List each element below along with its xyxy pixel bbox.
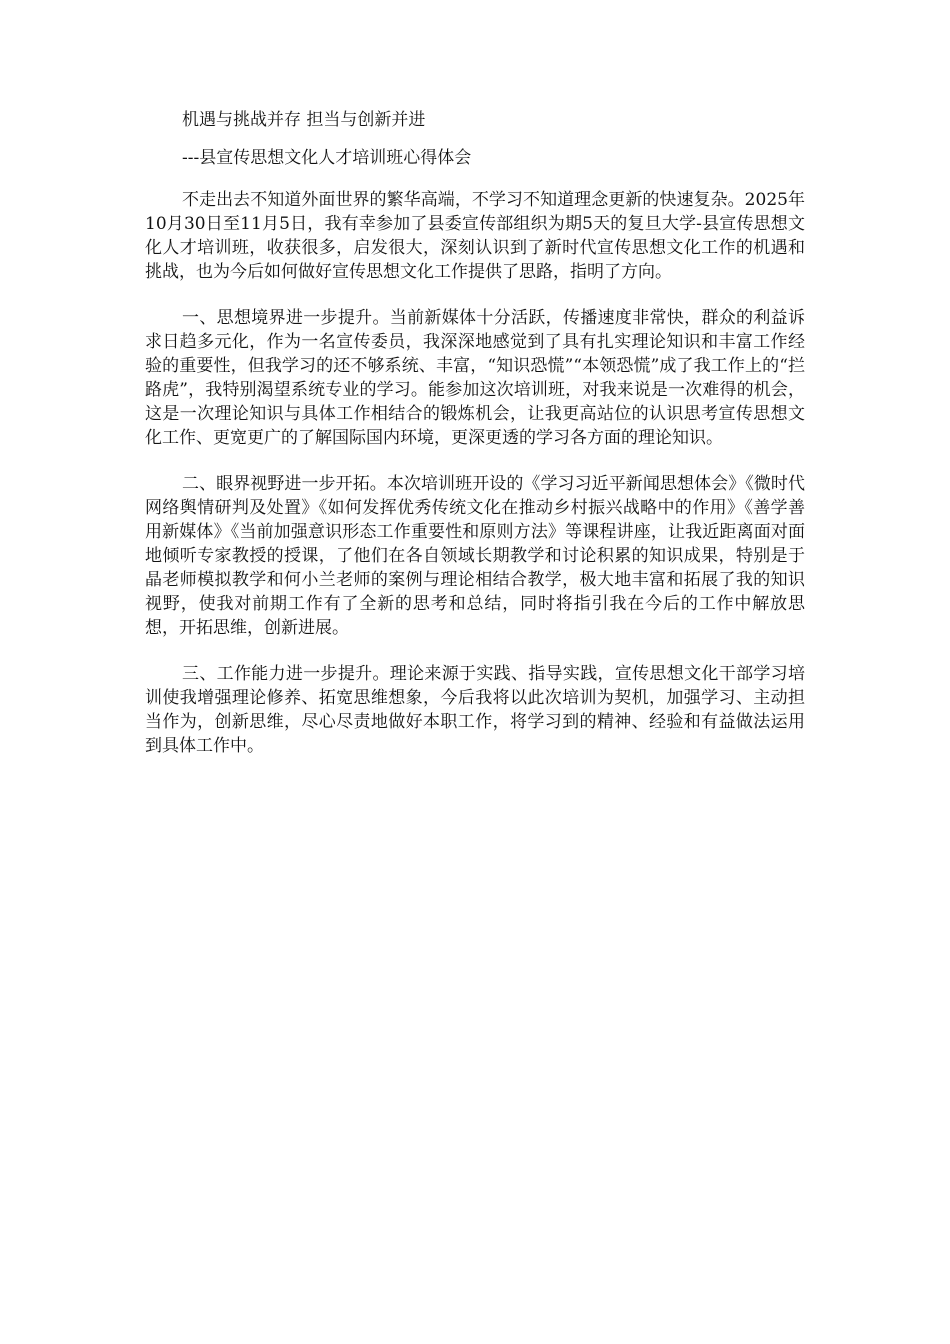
document-title: 机遇与挑战并存 担当与创新并进 — [182, 110, 426, 130]
paragraph-thinking: 一、思想境界进一步提升。当前新媒体十分活跃，传播速度非常快，群众的利益诉求日趋多元化，作为一名宣传委员，我深深地感觉到了具有扎实理论知识和丰富工作经验的重要性，但我学习的还不够系统、丰富，“知识恐慌”“本领恐慌”成了我工作上的“拦路虎”，我特别渴望系统专业的学习。能参加这次培训班，对我来说是一次难得的机会，这是一次理论知识与具体工作相结合的锻炼机会，让我更高站位的认识思考宣传思想文化工作、更宽更广的了解国际国内环境，更深更透的学习各方面的理论知识。 — [145, 308, 805, 448]
paragraph-intro: 不走出去不知道外面世界的繁华高端，不学习不知道理念更新的快速复杂。2025年10月30日至11月5日，我有幸参加了县委宣传部组织为期5天的复旦大学-县宣传思想文化人才培训班，收获很多，启发很大，深刻认识到了新时代宣传思想文化工作的机遇和挑战，也为今后如何做好宣传思想文化工作提供了思路，指明了方向。 — [145, 190, 805, 282]
document-page — [145, 108, 805, 780]
document-subtitle: ---县宣传思想文化人才培训班心得体会 — [182, 148, 472, 168]
paragraph-vision: 二、眼界视野进一步开拓。本次培训班开设的《学习习近平新闻思想体会》《微时代网络舆情研判及处置》《如何发挥优秀传统文化在推动乡村振兴战略中的作用》《善学善用新媒体》《当前加强意识形态工作重要性和原则方法》等课程讲座，让我近距离面对面地倾听专家教授的授课，了他们在各自领域长期教学和讨论积累的知识成果，特别是于晶老师模拟教学和何小兰老师的案例与理论相结合教学，极大地丰富和拓展了我的知识视野，使我对前期工作有了全新的思考和总结，同时将指引我在今后的工作中解放思想，开拓思维，创新进展。 — [145, 474, 805, 638]
paragraph-ability: 三、工作能力进一步提升。理论来源于实践、指导实践，宣传思想文化干部学习培训使我增强理论修养、拓宽思维想象，今后我将以此次培训为契机，加强学习、主动担当作为，创新思维，尽心尽责地做好本职工作，将学习到的精神、经验和有益做法运用到具体工作中。 — [145, 664, 805, 756]
